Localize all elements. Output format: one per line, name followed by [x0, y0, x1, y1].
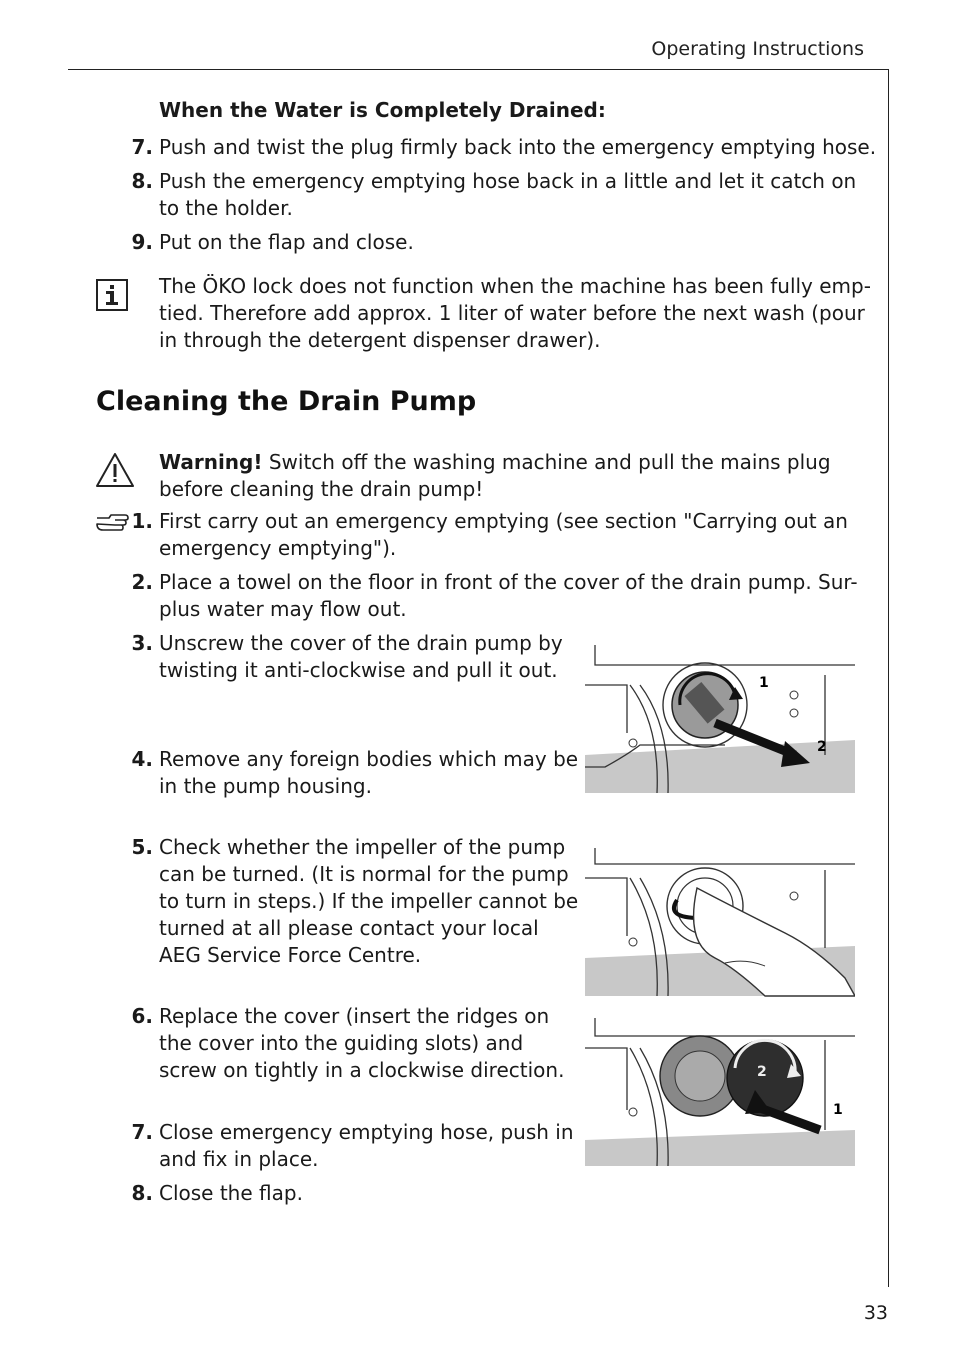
subheading-drained: When the Water is Completely Drained:: [159, 98, 606, 122]
info-text: The ÖKO lock does not function when the machine has been fully emp-: [159, 274, 871, 298]
step-text: the cover into the guiding slots) and: [159, 1031, 524, 1055]
step-number: 2.: [131, 570, 153, 594]
step-number: 8.: [131, 169, 153, 193]
step-text: Check whether the impeller of the pump: [159, 835, 566, 859]
figure-label: 2: [757, 1064, 767, 1080]
step-text: Push and twist the plug firmly back into the emergency emptying hose.: [159, 135, 877, 159]
step-text: can be turned. (It is normal for the pump: [159, 862, 569, 886]
warning-label: Warning!: [159, 450, 263, 474]
figure-label: 1: [833, 1102, 843, 1118]
warning-text: [159, 449, 831, 476]
illustration-check-impeller: [585, 848, 855, 998]
info-text: tied. Therefore add approx. 1 liter of water before the next wash (pour: [159, 301, 865, 325]
step-text: First carry out an emergency emptying (see section "Carrying out an: [159, 509, 848, 533]
info-icon: [96, 279, 128, 311]
step-text: Push the emergency emptying hose back in a little and let it catch on: [159, 169, 857, 193]
step-number: 4.: [131, 747, 153, 771]
step-text: turned at all please contact your local: [159, 916, 539, 940]
figure-label: 2: [817, 739, 827, 755]
step-text: Unscrew the cover of the drain pump by: [159, 631, 563, 655]
step-text: plus water may flow out.: [159, 597, 407, 621]
step-text: to the holder.: [159, 196, 293, 220]
step-text: Replace the cover (insert the ridges on: [159, 1004, 550, 1028]
info-text: in through the detergent dispenser drawer).: [159, 328, 601, 352]
step-text: screw on tightly in a clockwise direction.: [159, 1058, 565, 1082]
step-number: 9.: [131, 230, 153, 254]
illustration-unscrew-cover: [585, 645, 855, 795]
margin-rule: [888, 69, 889, 1287]
step-text: and fix in place.: [159, 1147, 319, 1171]
warning-triangle-icon: [95, 452, 135, 488]
step-text: AEG Service Force Centre.: [159, 943, 422, 967]
step-text: Close emergency emptying hose, push in: [159, 1120, 574, 1144]
warning-text: before cleaning the drain pump!: [159, 477, 484, 501]
step-number: 7.: [131, 135, 153, 159]
step-text: Close the flap.: [159, 1181, 303, 1205]
step-number: 8.: [131, 1181, 153, 1205]
page-number: 33: [863, 1302, 888, 1324]
page-header: Operating Instructions: [651, 38, 864, 60]
section-title: Cleaning the Drain Pump: [96, 386, 477, 417]
step-text: to turn in steps.) If the impeller cannot be: [159, 889, 579, 913]
header-rule: [68, 69, 889, 70]
step-text: in the pump housing.: [159, 774, 372, 798]
step-number: 3.: [131, 631, 153, 655]
step-text: Remove any foreign bodies which may be: [159, 747, 579, 771]
warning-body: Switch off the washing machine and pull the mains plug: [262, 450, 831, 474]
figure-label: 1: [759, 675, 769, 691]
step-text: twisting it anti-clockwise and pull it out.: [159, 658, 558, 682]
step-text: Put on the flap and close.: [159, 230, 414, 254]
step-number: 6.: [131, 1004, 153, 1028]
step-text: Place a towel on the floor in front of the cover of the drain pump. Sur-: [159, 570, 858, 594]
step-text: emergency emptying").: [159, 536, 397, 560]
illustration-replace-cover: [585, 1018, 855, 1168]
step-number: 5.: [131, 835, 153, 859]
step-number: 7.: [131, 1120, 153, 1144]
step-number: 1.: [131, 509, 153, 533]
